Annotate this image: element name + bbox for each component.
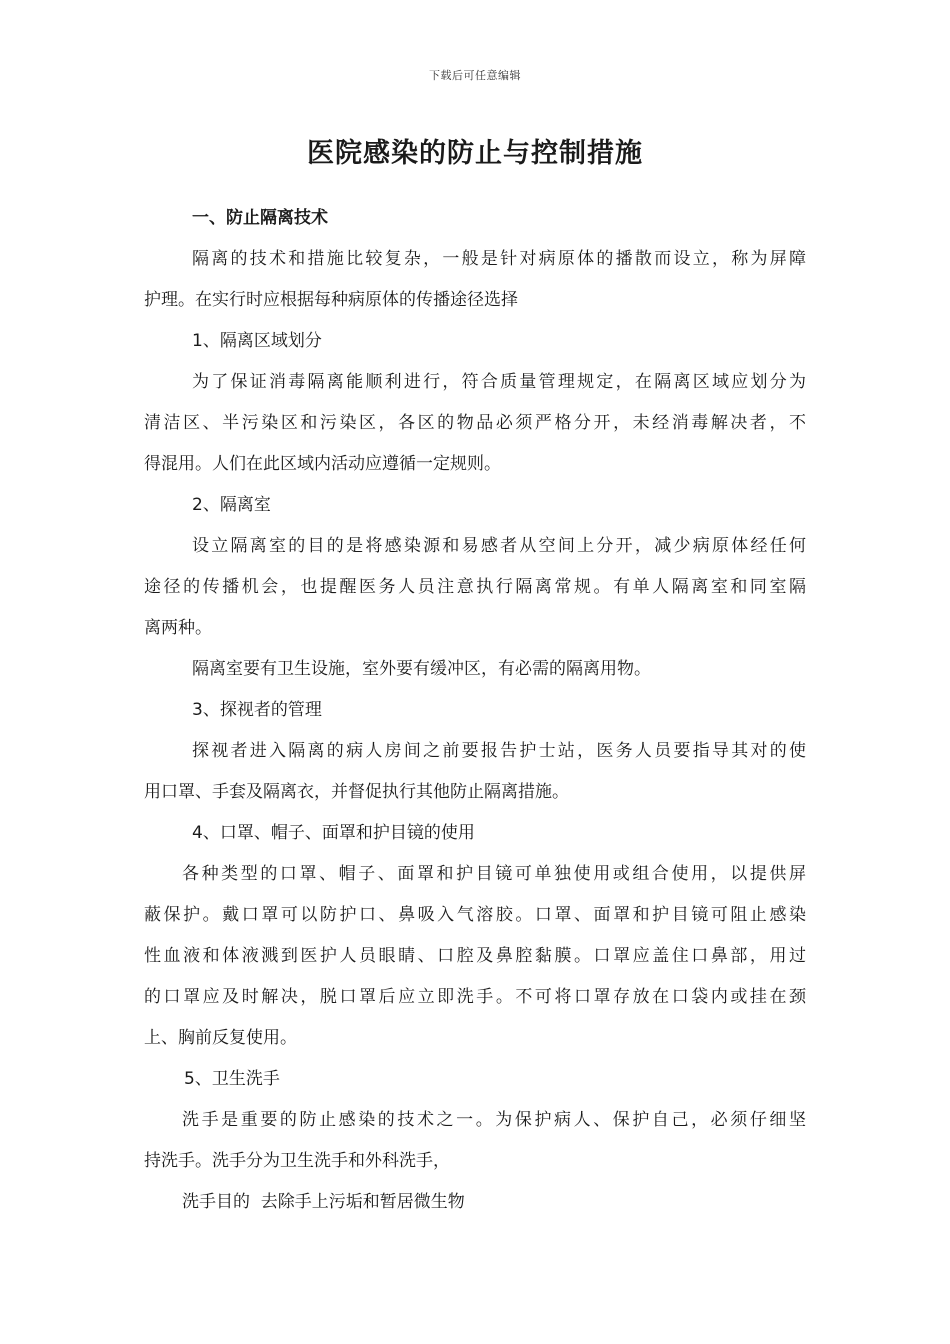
text-line: 护理。在实行时应根据每种病原体的传播途径选择: [144, 290, 518, 310]
subsection-heading: 3、探视者的管理: [192, 700, 322, 720]
paragraph-washing-purpose: [144, 1182, 806, 1223]
paragraph-isolation-room: [144, 526, 806, 649]
text-line: 离两种。: [144, 618, 212, 638]
subsection-heading: 1、隔离区域划分: [192, 331, 322, 351]
paragraph-intro: [144, 239, 806, 321]
text-line: 途径的传播机会，也提醒医务人员注意执行隔离常规。有单人隔离室和同室隔: [144, 577, 806, 597]
text-line: 洗手是重要的防止感染的技术之一。为保护病人、保护自己，必须仔细坚: [182, 1110, 806, 1130]
text-line: 隔离室要有卫生设施，室外要有缓冲区，有必需的隔离用物。: [192, 659, 651, 679]
text-line: 设立隔离室的目的是将感染源和易感者从空间上分开，减少病原体经任何: [192, 536, 806, 556]
text-line: 持洗手。洗手分为卫生洗手和外科洗手，: [144, 1151, 450, 1171]
paragraph-protective-equipment: [144, 854, 806, 1059]
text-line: 为了保证消毒隔离能顺利进行，符合质量管理规定，在隔离区域应划分为: [192, 372, 806, 392]
document-body: [144, 198, 806, 1223]
text-line: 性血液和体液溅到医护人员眼睛、口腔及鼻腔黏膜。口罩应盖住口鼻部，用过: [144, 946, 806, 966]
text-line: 清洁区、半污染区和污染区，各区的物品必须严格分开，未经消毒解决者，不: [144, 413, 806, 433]
section-heading: 一、防止隔离技术: [192, 208, 328, 228]
paragraph-zone-division: [144, 362, 806, 485]
text-line: 的口罩应及时解决，脱口罩后应立即洗手。不可将口罩存放在口袋内或挂在颈: [144, 987, 806, 1007]
text-line: 隔离的技术和措施比较复杂，一般是针对病原体的播散而设立，称为屏障: [192, 249, 806, 269]
paragraph-isolation-facilities: [144, 649, 806, 690]
text-line: 得混用。人们在此区域内活动应遵循一定规则。: [144, 454, 501, 474]
text-line: 洗手目的 去除手上污垢和暂居微生物: [182, 1192, 465, 1212]
subsection-heading: 5、卫生洗手: [184, 1069, 280, 1089]
text-line: 探视者进入隔离的病人房间之前要报告护士站，医务人员要指导其对的使: [192, 741, 806, 761]
paragraph-hand-washing: [144, 1100, 806, 1182]
text-line: 各种类型的口罩、帽子、面罩和护目镜可单独使用或组合使用，以提供屏: [182, 864, 806, 884]
subsection-heading: 2、隔离室: [192, 495, 271, 515]
subsection-heading: 4、口罩、帽子、面罩和护目镜的使用: [192, 823, 475, 843]
paragraph-visitor-management: [144, 731, 806, 813]
text-line: 上、胸前反复使用。: [144, 1028, 297, 1048]
document-title: 医院感染的防止与控制措施: [307, 138, 643, 169]
text-line: 蔽保护。戴口罩可以防护口、鼻吸入气溶胶。口罩、面罩和护目镜可阻止感染: [144, 905, 806, 925]
header-note: 下载后可任意编辑: [429, 69, 521, 82]
text-line: 用口罩、手套及隔离衣，并督促执行其他防止隔离措施。: [144, 782, 569, 802]
